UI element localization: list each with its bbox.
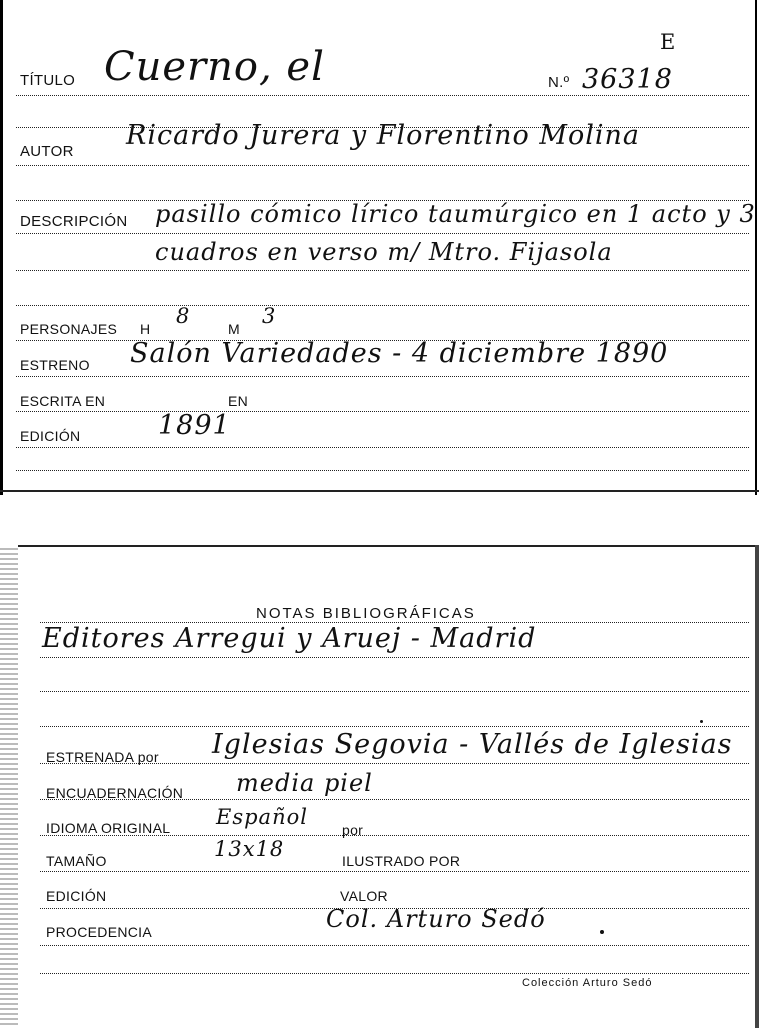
- rule-line: [40, 871, 749, 872]
- edicion-label: EDICIÓN: [20, 428, 81, 444]
- rule-line: [16, 447, 749, 448]
- card-bottom-edge: [0, 490, 759, 492]
- idioma-value: Español: [216, 805, 308, 829]
- card-right-edge: [755, 545, 759, 1028]
- rule-line: [40, 691, 749, 692]
- rule-line: [16, 165, 749, 166]
- titulo-label: TÍTULO: [20, 72, 76, 89]
- personajes-m-value: 3: [262, 304, 277, 328]
- rule-line: [16, 376, 749, 377]
- escrita-en-label: ESCRITA EN: [20, 393, 106, 409]
- ilustrado-label: ILUSTRADO POR: [342, 853, 461, 869]
- numero-label: N.º: [548, 74, 570, 91]
- descripcion-line-2: cuadros en verso m/ Mtro. Fijasola: [155, 238, 613, 266]
- ink-speck: [600, 930, 604, 934]
- catalog-card-bottom: [0, 545, 759, 1028]
- catalog-card-top: [0, 0, 759, 495]
- rule-line: [16, 411, 749, 412]
- notas-heading: NOTAS BIBLIOGRÁFICAS: [256, 605, 476, 622]
- titulo-value: Cuerno, el: [104, 44, 325, 90]
- rule-line: [16, 305, 749, 306]
- rule-line: [16, 270, 749, 271]
- collection-credit: Colección Arturo Sedó: [522, 977, 653, 989]
- descripcion-line-1: pasillo cómico lírico taumúrgico en 1 acto y 3: [155, 200, 756, 228]
- letter-mark: E: [660, 30, 677, 54]
- rule-line: [16, 470, 749, 471]
- rule-line: [16, 95, 749, 96]
- idioma-label: IDIOMA ORIGINAL: [46, 820, 171, 836]
- edicion-value: 1891: [158, 410, 231, 441]
- estreno-value: Salón Variedades - 4 diciembre 1890: [130, 338, 669, 369]
- procedencia-label: PROCEDENCIA: [46, 924, 152, 940]
- valor-label: VALOR: [340, 888, 388, 904]
- autor-value: Ricardo Jurera y Florentino Molina: [126, 120, 641, 151]
- personajes-m-label: M: [228, 321, 240, 337]
- idioma-por-label: por: [342, 822, 364, 838]
- card-top-edge: [0, 545, 759, 547]
- rule-line: [40, 657, 749, 658]
- estrenada-value: Iglesias Segovia - Vallés de Iglesias: [212, 729, 733, 760]
- rule-line: [40, 726, 749, 727]
- descripcion-label: DESCRIPCIÓN: [20, 213, 128, 230]
- encuadernacion-label: ENCUADERNACIÓN: [46, 785, 184, 801]
- ink-speck: [700, 720, 703, 723]
- editores-value: Editores Arregui y Aruej - Madrid: [42, 623, 537, 654]
- edicion-bottom-label: EDICIÓN: [46, 888, 107, 904]
- tamano-value: 13x18: [214, 837, 285, 861]
- rule-line: [40, 945, 749, 946]
- encuadernacion-value: media piel: [236, 769, 373, 797]
- escrita-en-sub-label: EN: [228, 393, 249, 409]
- personajes-label: PERSONAJES: [20, 321, 118, 337]
- procedencia-value: Col. Arturo Sedó: [326, 905, 546, 933]
- tamano-label: TAMAÑO: [46, 853, 107, 869]
- estrenada-label: ESTRENADA por: [46, 749, 159, 765]
- numero-value: 36318: [582, 64, 673, 95]
- card-left-texture: [0, 545, 18, 1028]
- rule-line: [40, 973, 749, 974]
- card-right-edge: [755, 0, 757, 495]
- personajes-h-label: H: [140, 321, 151, 337]
- personajes-h-value: 8: [176, 304, 191, 328]
- rule-line: [16, 233, 749, 234]
- autor-label: AUTOR: [20, 143, 74, 160]
- estreno-label: ESTRENO: [20, 357, 90, 373]
- card-left-edge: [0, 0, 3, 495]
